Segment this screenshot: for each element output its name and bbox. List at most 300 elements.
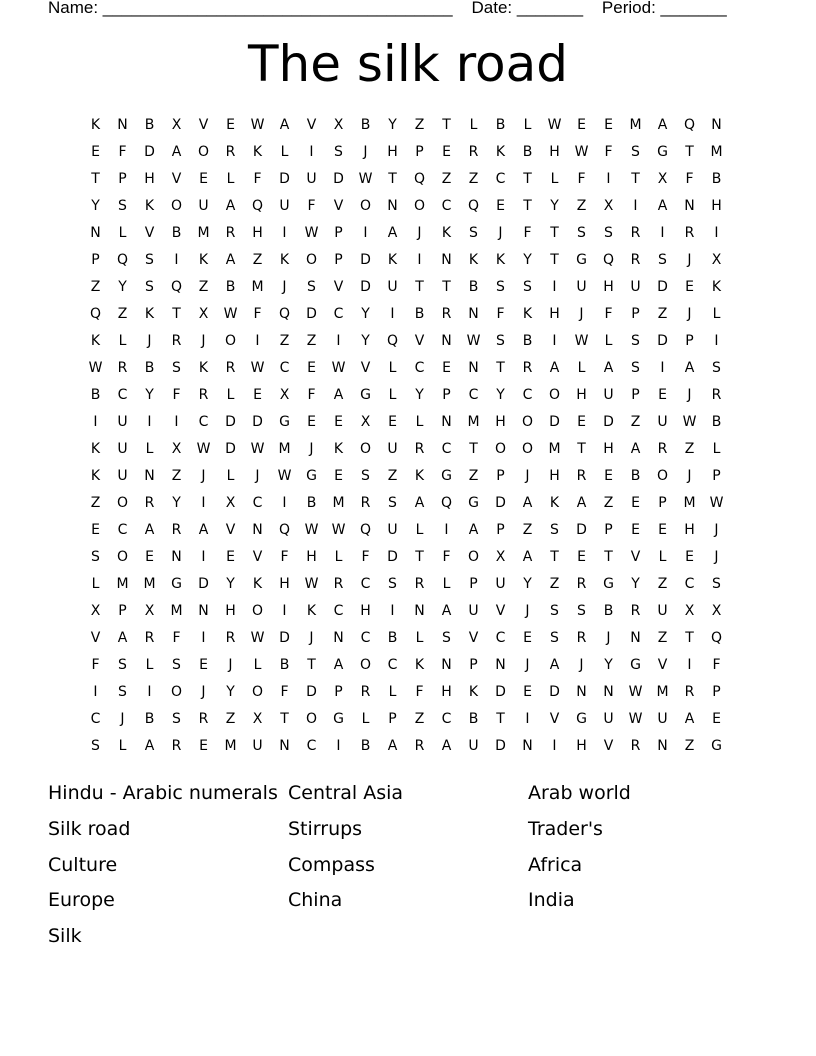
grid-letter: Z [414, 711, 425, 727]
grid-letter: M [278, 441, 291, 457]
grid-letter: I [201, 495, 206, 511]
grid-letter: J [687, 468, 692, 484]
grid-letter: O [413, 198, 426, 214]
grid-letter: H [603, 441, 614, 457]
grid-letter: A [387, 225, 398, 241]
grid-letter: S [172, 657, 181, 673]
grid-letter: U [576, 279, 587, 295]
grid-letter: A [549, 657, 560, 673]
grid-letter: Z [603, 495, 614, 511]
grid-letter: Q [467, 198, 480, 214]
grid-letter: T [280, 711, 289, 727]
grid-letter: W [196, 441, 211, 457]
grid-letter: E [199, 171, 208, 187]
grid-letter: F [496, 306, 505, 322]
grid-letter: X [684, 603, 695, 619]
grid-letter: U [468, 603, 479, 619]
grid-letter: M [656, 684, 669, 700]
grid-letter: M [197, 225, 210, 241]
grid-letter: N [117, 117, 128, 133]
grid-letter: V [360, 360, 371, 376]
grid-letter: H [495, 414, 506, 430]
grid-letter: Z [279, 333, 290, 349]
grid-letter: I [444, 522, 449, 538]
grid-letter: Z [306, 333, 317, 349]
grid-letter: P [334, 252, 343, 268]
grid-letter: A [684, 711, 695, 727]
grid-letter: P [658, 495, 667, 511]
grid-letter: O [251, 603, 264, 619]
grid-letter: I [390, 306, 395, 322]
grid-letter: K [333, 441, 344, 457]
grid-letter: D [279, 630, 290, 646]
grid-letter: B [306, 495, 317, 511]
grid-letter: J [255, 468, 260, 484]
grid-letter: T [604, 549, 613, 565]
word-list [48, 780, 768, 959]
grid-letter: K [414, 657, 425, 673]
grid-letter: E [442, 360, 451, 376]
grid-letter: F [91, 657, 100, 673]
grid-letter: C [198, 414, 209, 430]
grid-letter: Y [91, 198, 100, 214]
grid-letter: Q [278, 306, 291, 322]
grid-letter: P [496, 468, 505, 484]
grid-letter: F [307, 387, 316, 403]
grid-letter: U [657, 711, 668, 727]
grid-letter: D [306, 684, 317, 700]
grid-letter: J [201, 684, 206, 700]
grid-letter: R [414, 441, 425, 457]
grid-letter: B [144, 360, 155, 376]
grid-letter: V [333, 198, 344, 214]
grid-letter: X [711, 252, 722, 268]
grid-letter: G [333, 711, 344, 727]
grid-letter: N [468, 306, 479, 322]
grid-letter: S [496, 279, 505, 295]
grid-letter: D [549, 414, 560, 430]
grid-letter: R [630, 738, 641, 754]
grid-letter: R [144, 495, 155, 511]
grid-letter: D [657, 333, 668, 349]
grid-letter: K [198, 252, 209, 268]
grid-letter: S [91, 738, 100, 754]
grid-letter: K [90, 441, 101, 457]
grid-letter: K [306, 603, 317, 619]
grid-letter: X [171, 441, 182, 457]
grid-letter: G [657, 144, 668, 160]
grid-letter: S [712, 360, 721, 376]
grid-letter: S [172, 711, 181, 727]
grid-letter: I [336, 738, 341, 754]
grid-letter: E [91, 144, 100, 160]
grid-letter: L [415, 414, 424, 430]
grid-letter: B [360, 738, 371, 754]
grid-letter: R [225, 225, 236, 241]
grid-letter: Z [468, 468, 479, 484]
grid-letter: J [714, 522, 719, 538]
grid-letter: T [685, 630, 694, 646]
grid-letter: O [170, 684, 183, 700]
grid-letter: F [172, 387, 181, 403]
word-list-item: India [528, 889, 575, 912]
grid-letter: Y [550, 198, 559, 214]
grid-letter: A [198, 522, 209, 538]
grid-letter: O [305, 252, 318, 268]
grid-letter: T [496, 360, 505, 376]
grid-letter: P [91, 252, 100, 268]
grid-letter: D [360, 252, 371, 268]
grid-letter: E [685, 549, 694, 565]
grid-letter: P [469, 576, 478, 592]
grid-letter: S [118, 198, 127, 214]
grid-letter: Z [684, 738, 695, 754]
grid-letter: H [576, 387, 587, 403]
grid-letter: N [90, 225, 101, 241]
grid-letter: C [306, 738, 317, 754]
grid-letter: J [147, 333, 152, 349]
grid-letter: I [714, 333, 719, 349]
grid-letter: H [549, 144, 560, 160]
grid-letter: T [550, 549, 559, 565]
grid-letter: T [523, 171, 532, 187]
grid-letter: W [709, 495, 724, 511]
grid-letter: J [606, 630, 611, 646]
grid-letter: N [630, 630, 641, 646]
grid-letter: Q [359, 522, 372, 538]
grid-letter: I [390, 603, 395, 619]
grid-letter: M [143, 576, 156, 592]
grid-letter: F [253, 306, 262, 322]
grid-letter: Z [549, 576, 560, 592]
grid-letter: L [442, 576, 451, 592]
grid-letter: T [415, 549, 424, 565]
grid-letter: C [468, 387, 479, 403]
grid-letter: K [90, 333, 101, 349]
grid-letter: Q [251, 198, 264, 214]
grid-letter: B [711, 171, 722, 187]
grid-letter: G [306, 468, 317, 484]
grid-letter: U [603, 387, 614, 403]
grid-letter: E [334, 414, 343, 430]
grid-letter: F [280, 549, 289, 565]
grid-letter: R [468, 144, 479, 160]
grid-letter: S [307, 279, 316, 295]
word-list-item: Arab world [528, 782, 631, 804]
grid-letter: H [252, 225, 263, 241]
grid-letter: C [252, 495, 263, 511]
grid-letter: L [226, 468, 235, 484]
grid-letter: S [388, 495, 397, 511]
grid-letter: T [415, 279, 424, 295]
grid-letter: J [525, 468, 530, 484]
grid-letter: R [360, 495, 371, 511]
grid-letter: M [683, 495, 696, 511]
grid-letter: J [498, 225, 503, 241]
grid-letter: F [442, 549, 451, 565]
grid-letter: T [550, 252, 559, 268]
grid-letter: S [550, 522, 559, 538]
grid-letter: Y [631, 576, 640, 592]
grid-letter: R [630, 603, 641, 619]
grid-letter: L [118, 333, 127, 349]
grid-letter: D [549, 684, 560, 700]
grid-letter: N [279, 738, 290, 754]
grid-letter: C [333, 603, 344, 619]
grid-letter: I [201, 549, 206, 565]
grid-letter: A [522, 495, 533, 511]
grid-letter: Y [415, 387, 424, 403]
grid-letter: Q [440, 495, 453, 511]
grid-letter: A [630, 441, 641, 457]
grid-letter: L [469, 117, 478, 133]
grid-letter: L [361, 711, 370, 727]
grid-letter: S [388, 576, 397, 592]
grid-letter: M [251, 279, 264, 295]
grid-letter: L [658, 549, 667, 565]
grid-letter: Z [171, 468, 182, 484]
grid-letter: P [334, 225, 343, 241]
grid-letter: E [658, 522, 667, 538]
grid-letter: H [360, 603, 371, 619]
grid-letter: N [171, 549, 182, 565]
grid-letter: I [552, 333, 557, 349]
grid-letter: V [90, 630, 101, 646]
grid-letter: B [360, 117, 371, 133]
grid-letter: Q [278, 522, 291, 538]
grid-letter: T [631, 171, 640, 187]
grid-letter: S [91, 549, 100, 565]
grid-letter: A [441, 603, 452, 619]
grid-letter: U [468, 738, 479, 754]
grid-letter: E [577, 549, 586, 565]
grid-letter: N [441, 252, 452, 268]
grid-letter: A [144, 522, 155, 538]
word-list-item: Silk road [48, 817, 131, 840]
grid-letter: D [333, 171, 344, 187]
grid-letter: I [147, 684, 152, 700]
grid-letter: V [630, 549, 641, 565]
grid-letter: O [305, 711, 318, 727]
grid-letter: A [603, 360, 614, 376]
grid-letter: W [466, 333, 481, 349]
grid-letter: J [309, 441, 314, 457]
grid-letter: P [604, 522, 613, 538]
grid-letter: O [359, 441, 372, 457]
grid-letter: E [307, 414, 316, 430]
grid-letter: O [170, 198, 183, 214]
grid-letter: T [442, 117, 451, 133]
grid-letter: G [279, 414, 290, 430]
grid-letter: Q [413, 171, 426, 187]
grid-letter: D [576, 522, 587, 538]
grid-letter: N [495, 657, 506, 673]
grid-letter: D [495, 738, 506, 754]
grid-letter: T [91, 171, 100, 187]
grid-letter: X [603, 198, 614, 214]
grid-letter: A [522, 549, 533, 565]
grid-letter: G [576, 252, 587, 268]
grid-letter: H [711, 198, 722, 214]
grid-letter: B [630, 468, 641, 484]
grid-letter: R [225, 144, 236, 160]
grid-letter: U [279, 198, 290, 214]
grid-letter: S [712, 576, 721, 592]
grid-letter: V [495, 603, 506, 619]
grid-letter: F [577, 171, 586, 187]
grid-letter: H [549, 306, 560, 322]
grid-letter: O [467, 549, 480, 565]
grid-letter: G [630, 657, 641, 673]
grid-letter: J [579, 657, 584, 673]
grid-letter: O [548, 387, 561, 403]
grid-letter: T [442, 279, 451, 295]
grid-letter: C [441, 198, 452, 214]
grid-letter: P [631, 306, 640, 322]
grid-letter: D [225, 441, 236, 457]
grid-letter: Q [170, 279, 183, 295]
grid-letter: F [685, 171, 694, 187]
grid-letter: K [495, 144, 506, 160]
grid-letter: A [117, 630, 128, 646]
grid-letter: H [684, 522, 695, 538]
grid-letter: Y [118, 279, 127, 295]
grid-letter: W [574, 333, 589, 349]
grid-letter: A [684, 360, 695, 376]
grid-letter: F [172, 630, 181, 646]
grid-letter: D [657, 279, 668, 295]
grid-letter: X [657, 171, 668, 187]
grid-letter: L [388, 360, 397, 376]
grid-letter: W [331, 522, 346, 538]
grid-letter: A [171, 144, 182, 160]
grid-letter: Z [441, 171, 452, 187]
grid-letter: O [197, 144, 210, 160]
grid-letter: R [117, 360, 128, 376]
grid-letter: A [387, 738, 398, 754]
grid-letter: L [604, 333, 613, 349]
grid-letter: H [441, 684, 452, 700]
grid-letter: K [90, 117, 101, 133]
grid-letter: B [171, 225, 182, 241]
grid-letter: R [684, 225, 695, 241]
grid-letter: R [171, 333, 182, 349]
grid-letter: D [495, 684, 506, 700]
grid-letter: Z [387, 468, 398, 484]
grid-letter: S [469, 225, 478, 241]
grid-letter: S [523, 279, 532, 295]
header-fields: Name: _____________________________________ Date: _______ Period: _______ [48, 0, 727, 17]
grid-letter: E [388, 414, 397, 430]
grid-letter: E [685, 279, 694, 295]
grid-letter: K [414, 468, 425, 484]
grid-letter: D [144, 144, 155, 160]
grid-letter: W [250, 441, 265, 457]
grid-letter: Z [684, 441, 695, 457]
grid-letter: X [279, 387, 290, 403]
grid-letter: H [603, 279, 614, 295]
grid-letter: P [118, 603, 127, 619]
grid-letter: Z [198, 279, 209, 295]
grid-letter: D [387, 549, 398, 565]
grid-letter: D [306, 306, 317, 322]
grid-letter: B [522, 144, 533, 160]
grid-letter: E [712, 711, 721, 727]
grid-letter: L [712, 306, 721, 322]
grid-letter: J [687, 387, 692, 403]
grid-letter: E [604, 117, 613, 133]
grid-letter: J [525, 603, 530, 619]
grid-letter: L [226, 387, 235, 403]
word-list-item: Europe [48, 889, 115, 912]
grid-letter: D [360, 279, 371, 295]
grid-letter: L [91, 576, 100, 592]
grid-letter: U [306, 171, 317, 187]
grid-letter: E [523, 630, 532, 646]
grid-letter: S [145, 252, 154, 268]
grid-letter: Z [225, 711, 236, 727]
grid-letter: P [334, 684, 343, 700]
grid-letter: B [522, 333, 533, 349]
grid-letter: A [333, 657, 344, 673]
grid-letter: E [631, 522, 640, 538]
grid-letter: X [495, 549, 506, 565]
grid-letter: O [116, 495, 129, 511]
word-search-grid [82, 114, 730, 762]
grid-letter: B [495, 117, 506, 133]
grid-letter: O [251, 684, 264, 700]
grid-letter: N [414, 603, 425, 619]
grid-letter: G [360, 387, 371, 403]
grid-letter: N [387, 198, 398, 214]
grid-letter: U [117, 441, 128, 457]
grid-letter: I [174, 414, 179, 430]
grid-letter: Z [117, 306, 128, 322]
grid-letter: I [282, 603, 287, 619]
grid-letter: K [252, 576, 263, 592]
grid-letter: M [467, 414, 480, 430]
grid-letter: R [711, 387, 722, 403]
grid-letter: N [711, 117, 722, 133]
word-list-item: Culture [48, 853, 118, 876]
grid-letter: W [547, 117, 562, 133]
grid-letter: I [93, 684, 98, 700]
grid-letter: E [523, 684, 532, 700]
grid-letter: N [252, 522, 263, 538]
grid-letter: A [225, 198, 236, 214]
grid-letter: E [226, 117, 235, 133]
grid-letter: N [468, 360, 479, 376]
grid-letter: I [309, 144, 314, 160]
grid-letter: L [334, 549, 343, 565]
grid-letter: X [225, 495, 236, 511]
grid-letter: M [170, 603, 183, 619]
grid-letter: S [604, 225, 613, 241]
word-list-item: Compass [288, 853, 375, 876]
grid-letter: P [631, 387, 640, 403]
grid-letter: F [712, 657, 721, 673]
grid-letter: K [90, 468, 101, 484]
grid-letter: N [603, 684, 614, 700]
grid-letter: W [628, 684, 643, 700]
grid-letter: Q [89, 306, 102, 322]
grid-letter: G [441, 468, 452, 484]
grid-letter: K [549, 495, 560, 511]
grid-letter: T [550, 225, 559, 241]
grid-letter: R [522, 360, 533, 376]
grid-letter: J [120, 711, 125, 727]
grid-letter: A [549, 360, 560, 376]
